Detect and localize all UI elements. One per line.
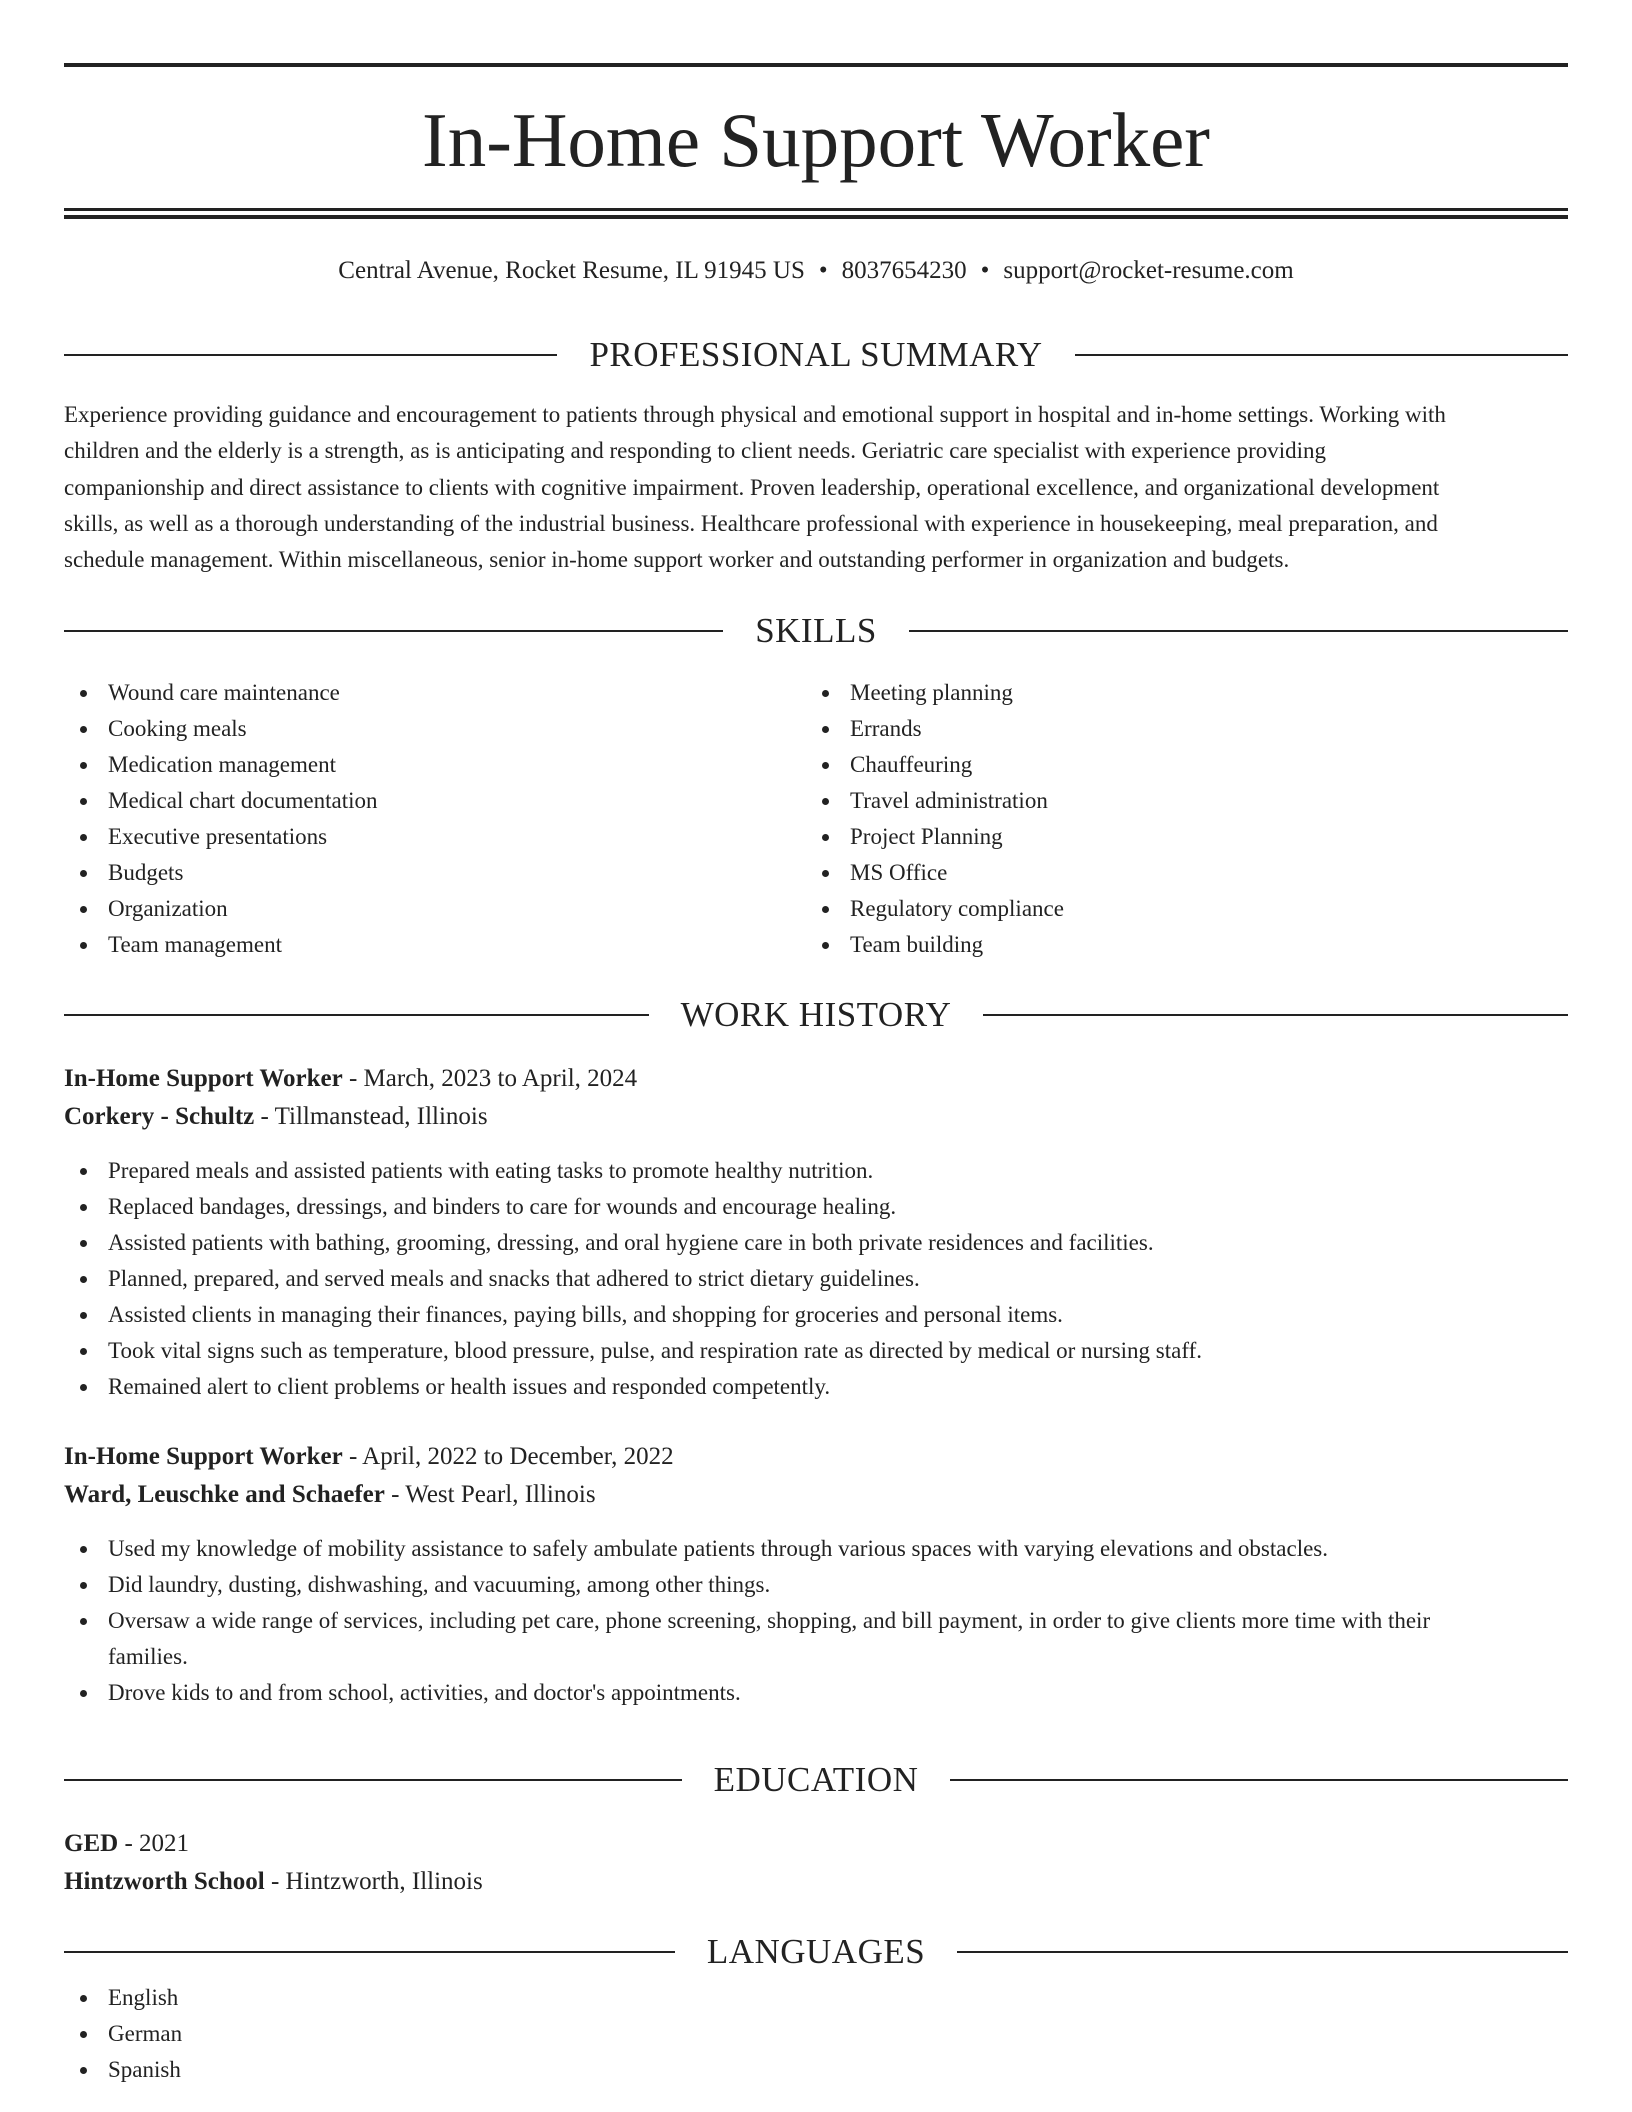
skill-item: MS Office [806, 855, 1506, 891]
heading-rule [64, 630, 723, 632]
skill-item: Team management [64, 927, 764, 963]
contact-separator: • [818, 257, 828, 284]
language-item: German [64, 2016, 764, 2052]
job-duty: Assisted clients in managing their finances, paying bills, and shopping for groceries and personal items. [64, 1297, 1568, 1333]
job-title-line [64, 1438, 1568, 1476]
job-duty: Used my knowledge of mobility assistance to safely ambulate patients through various spaces with varying elevations and obstacles. [64, 1531, 1568, 1567]
heading-rule [64, 1951, 675, 1953]
skill-item: Medication management [64, 747, 764, 783]
skill-item: Organization [64, 891, 764, 927]
job-company-line [64, 1098, 1568, 1136]
skill-item: Regulatory compliance [806, 891, 1506, 927]
job-title-line [64, 1060, 1568, 1098]
job-duty: Oversaw a wide range of services, including pet care, phone screening, shopping, and bill payment, in order to give clients more time with their [64, 1603, 1568, 1639]
language-item: Spanish [64, 2052, 764, 2088]
language-item: English [64, 1980, 764, 2016]
job-dates: - April, 2022 to December, 2022 [342, 1443, 674, 1470]
heading-rule [909, 630, 1568, 632]
skill-item: Medical chart documentation [64, 783, 764, 819]
job-duty-continuation: families. [108, 1644, 188, 1669]
contact-phone: 8037654230 [841, 257, 967, 284]
education-year: - 2021 [118, 1830, 190, 1857]
skill-item: Budgets [64, 855, 764, 891]
section-title: LANGUAGES [706, 1932, 926, 1971]
job-duty: Did laundry, dusting, dishwashing, and vacuuming, among other things. [64, 1567, 1568, 1603]
heading-rule [950, 1779, 1568, 1781]
job-dates: - March, 2023 to April, 2024 [342, 1065, 638, 1092]
job-duty: Planned, prepared, and served meals and snacks that adhered to strict dietary guidelines. [64, 1261, 1568, 1297]
job-duty: Took vital signs such as temperature, blood pressure, pulse, and respiration rate as directed by medical or nursing staff. [64, 1333, 1568, 1369]
skills-list-left [64, 675, 764, 963]
education-school-line [64, 1863, 1568, 1901]
job-duty: Prepared meals and assisted patients with eating tasks to promote healthy nutrition. [64, 1153, 1568, 1189]
education-degree: GED [64, 1830, 119, 1857]
job-duty: Replaced bandages, dressings, and binders to care for wounds and encourage healing. [64, 1189, 1568, 1225]
skill-item: Chauffeuring [806, 747, 1506, 783]
section-heading-summary [64, 333, 1568, 377]
job-location: - West Pearl, Illinois [384, 1481, 596, 1508]
job-duties-list [64, 1153, 1568, 1405]
section-heading-education [64, 1758, 1568, 1802]
languages-list [64, 1980, 764, 2088]
skill-item: Team building [806, 927, 1506, 963]
top-rule [64, 63, 1568, 67]
title-rule-lower [64, 215, 1568, 219]
contact-separator: • [980, 257, 990, 284]
skills-list-right [806, 675, 1506, 963]
job-title: In-Home Support Worker [64, 1443, 343, 1470]
summary-paragraph [64, 397, 1568, 578]
heading-rule [64, 1014, 649, 1016]
education-degree-line [64, 1825, 1568, 1863]
skill-item: Meeting planning [806, 675, 1506, 711]
summary-line: Experience providing guidance and encouragement to patients through physical and emotional support in hospital and in-home settings. Working with [64, 402, 1446, 427]
section-heading-languages [64, 1930, 1568, 1974]
contact-address: Central Avenue, Rocket Resume, IL 91945 US [338, 257, 805, 284]
job-location: - Tillmanstead, Illinois [254, 1103, 488, 1130]
job-duty: Remained alert to client problems or health issues and responded competently. [64, 1369, 1568, 1405]
job-company: Ward, Leuschke and Schaefer [64, 1481, 385, 1508]
education-location: - Hintzworth, Illinois [264, 1868, 483, 1895]
heading-rule [957, 1951, 1568, 1953]
skill-item: Travel administration [806, 783, 1506, 819]
heading-rule [1075, 354, 1568, 356]
job-duties-list [64, 1531, 1568, 1711]
summary-line: children and the elderly is a strength, as is anticipating and responding to client needs. Geriatric care specialist with experience providing [64, 438, 1327, 464]
job-duty: Drove kids to and from school, activities, and doctor's appointments. [64, 1675, 1568, 1711]
heading-rule [64, 1779, 682, 1781]
contact-email: support@rocket-resume.com [1003, 257, 1294, 284]
skill-item: Cooking meals [64, 711, 764, 747]
skill-item: Project Planning [806, 819, 1506, 855]
heading-rule [64, 354, 557, 356]
contact-line [64, 253, 1568, 289]
job-company-line [64, 1476, 1568, 1514]
education-school: Hintzworth School [64, 1868, 265, 1895]
title-rule-upper [64, 208, 1568, 211]
job-title: In-Home Support Worker [64, 1065, 343, 1092]
skill-item: Executive presentations [64, 819, 764, 855]
summary-line: schedule management. Within miscellaneous, senior in-home support worker and outstanding performer in organization and budgets. [64, 547, 1290, 573]
section-title: EDUCATION [713, 1760, 919, 1799]
heading-rule [983, 1014, 1568, 1016]
section-heading-skills [64, 609, 1568, 653]
section-title: WORK HISTORY [680, 995, 952, 1034]
section-title: SKILLS [755, 611, 877, 650]
summary-line: skills, as well as a thorough understanding of the industrial business. Healthcare professional with experience in housekeeping, meal preparation, and [64, 510, 1438, 536]
job-duty: Assisted patients with bathing, grooming, dressing, and oral hygiene care in both private residences and facilities. [64, 1225, 1568, 1261]
skill-item: Errands [806, 711, 1506, 747]
summary-line: companionship and direct assistance to clients with cognitive impairment. Proven leadership, operational excellence, and organizational development [64, 474, 1440, 500]
job-company: Corkery - Schultz [64, 1103, 255, 1130]
section-heading-work-history [64, 993, 1568, 1037]
page-title: In-Home Support Worker [422, 97, 1210, 183]
skill-item: Wound care maintenance [64, 675, 764, 711]
section-title: PROFESSIONAL SUMMARY [589, 335, 1043, 374]
